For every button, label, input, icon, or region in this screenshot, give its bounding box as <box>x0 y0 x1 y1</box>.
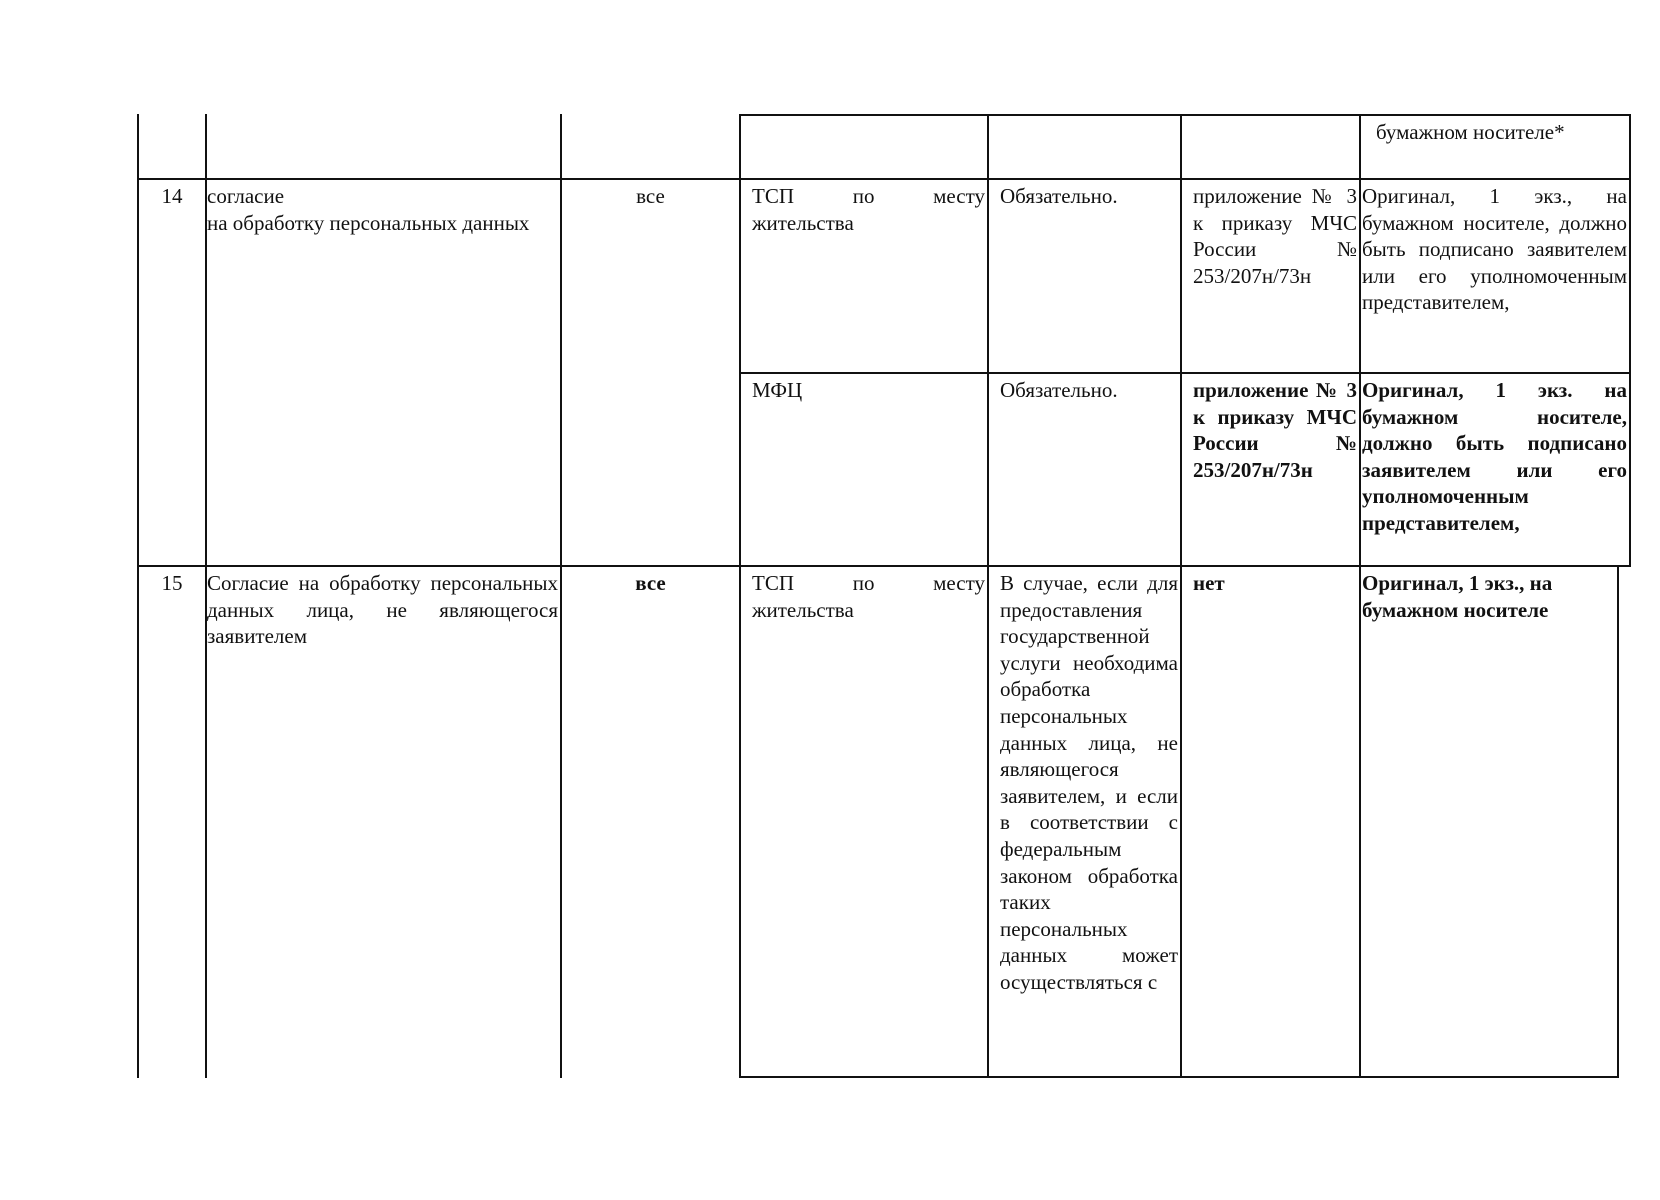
row14-document-line1: согласие <box>207 184 285 208</box>
row15-place: ТСП по месту жительства <box>752 571 985 622</box>
row14-sub1-requirement: Обязательно. <box>1000 184 1118 208</box>
row14-document-line2: на обработку персональных данных <box>207 210 530 235</box>
table-border-col-place <box>987 114 989 1078</box>
table-border-col-requirement <box>1180 114 1182 1078</box>
row14-sub2-place: МФЦ <box>752 378 803 402</box>
row14-sub1-form: Оригинал, 1 экз., на бумажном носителе, должно быть подписано заявителем или его уполномоченным представителем, <box>1362 184 1627 315</box>
table-border-right-upper <box>1629 114 1631 566</box>
table-border-col-category <box>739 114 741 1078</box>
row15-requirement: В случае, если для предоставления государственной услуги необходима обработка персональных данных лица, не являющегося заявителем, и если в соответствии с федеральным законом обработка таких персональных данных может осуществляться с <box>1000 571 1178 994</box>
row14-number: 14 <box>161 184 183 208</box>
row14-sub2-template: приложение № 3 к приказу МЧС России № 253/207н/73н <box>1193 378 1357 482</box>
row14-sub1-template: приложение № 3 к приказу МЧС России № 253/207н/73н <box>1193 184 1357 288</box>
table-border-right-lower <box>1617 566 1619 1078</box>
row15-template: нет <box>1193 571 1225 595</box>
table-border-top <box>739 114 1631 116</box>
row15-document: Согласие на обработку персональных данных лица, не являющегося заявителем <box>207 571 558 649</box>
row14-document <box>207 183 558 236</box>
row14-sub2-requirement: Обязательно. <box>1000 378 1118 402</box>
table-border-col-template <box>1359 114 1361 1078</box>
row15-category: все <box>635 571 666 595</box>
row14-sub-divider <box>739 372 1631 374</box>
row14-category: все <box>636 184 665 208</box>
row15-form: Оригинал, 1 экз., на бумажном носителе <box>1362 571 1553 622</box>
cont-row-form: бумажном носителе* <box>1376 120 1565 144</box>
row15-number: 15 <box>161 571 183 595</box>
table-border-bottom <box>739 1076 1619 1078</box>
row14-sub2-form: Оригинал, 1 экз. на бумажном носителе, должно быть подписано заявителем или его уполномоченным представителем, <box>1362 378 1627 535</box>
row14-top-border <box>137 178 1631 180</box>
row14-sub1-place: ТСП по месту жительства <box>752 184 985 235</box>
row15-top-border <box>137 565 1631 567</box>
